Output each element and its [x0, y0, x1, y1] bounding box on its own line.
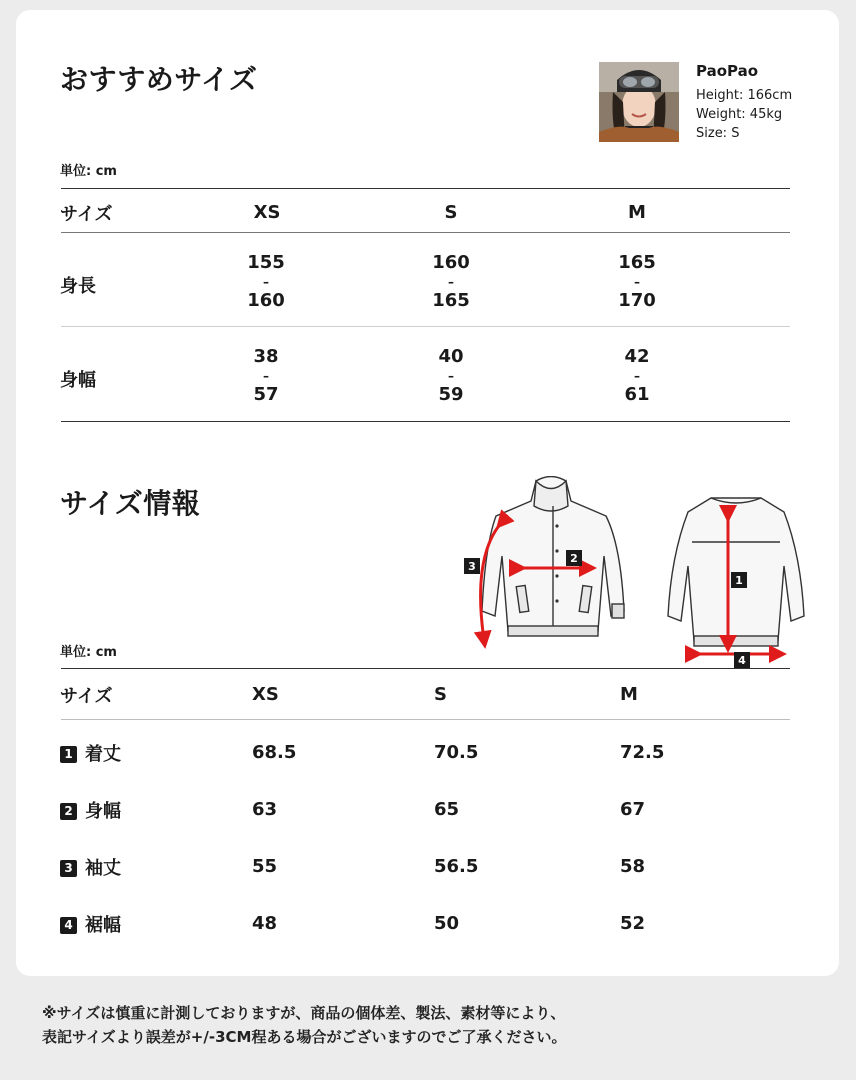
- info-cell: 67: [620, 799, 646, 820]
- diagram-label-3: 3: [468, 560, 476, 573]
- info-header-size: サイズ: [60, 686, 113, 707]
- recommend-header-s: S: [444, 202, 458, 223]
- recommend-unit: 単位: cm: [60, 164, 117, 179]
- info-cell: 63: [252, 799, 278, 820]
- recommend-row-label: 身長: [60, 276, 96, 297]
- info-cell: 70.5: [434, 742, 479, 763]
- recommend-cell: 160 – 165: [432, 252, 470, 311]
- info-cell: 65: [434, 799, 460, 820]
- info-header-s: S: [434, 684, 447, 705]
- badge-3: 3: [60, 860, 77, 877]
- badge-2: 2: [60, 803, 77, 820]
- table-rule: [61, 188, 790, 189]
- info-cell: 50: [434, 913, 460, 934]
- info-cell: 48: [252, 913, 278, 934]
- badge-1: 1: [60, 746, 77, 763]
- badge-4: 4: [60, 917, 77, 934]
- info-row-label: 4 裾幅: [60, 911, 121, 937]
- recommend-cell: 165 – 170: [618, 252, 656, 311]
- diagram-label-1: 1: [735, 574, 743, 587]
- recommend-cell: 38 – 57: [253, 346, 279, 405]
- info-row-label: 3 袖丈: [60, 854, 121, 880]
- info-cell: 58: [620, 856, 646, 877]
- recommend-cell: 42 – 61: [624, 346, 650, 405]
- footnote-line-1: ※サイズは慎重に計測しておりますが、商品の個体差、製法、素材等により、: [42, 1004, 566, 1022]
- table-rule: [61, 326, 790, 327]
- recommend-cell: 40 – 59: [438, 346, 464, 405]
- table-rule: [61, 719, 790, 720]
- recommend-cell: 155 – 160: [247, 252, 285, 311]
- table-rule: [61, 668, 790, 669]
- model-name: PaoPao: [696, 62, 759, 80]
- info-unit: 単位: cm: [60, 645, 117, 660]
- model-weight: Weight: 45kg: [696, 107, 783, 122]
- info-cell: 55: [252, 856, 278, 877]
- info-header-m: M: [620, 684, 638, 705]
- recommend-title: おすすめサイズ: [60, 63, 258, 96]
- recommend-header-m: M: [628, 202, 646, 223]
- recommend-header-size: サイズ: [60, 204, 113, 225]
- info-header-xs: XS: [252, 684, 279, 705]
- recommend-row-label: 身幅: [60, 370, 96, 391]
- info-cell: 68.5: [252, 742, 297, 763]
- size-card: [16, 10, 839, 976]
- table-rule: [61, 232, 790, 233]
- recommend-header-xs: XS: [253, 202, 281, 223]
- jacket-diagram: [436, 476, 816, 676]
- diagram-label-4: 4: [738, 654, 746, 667]
- diagram-label-2: 2: [570, 552, 578, 565]
- info-row-label: 2 身幅: [60, 797, 121, 823]
- model-height: Height: 166cm: [696, 88, 793, 103]
- info-cell: 72.5: [620, 742, 665, 763]
- info-row-label: 1 着丈: [60, 740, 121, 766]
- model-photo: [599, 62, 679, 142]
- info-cell: 56.5: [434, 856, 479, 877]
- model-size: Size: S: [696, 126, 740, 141]
- info-title: サイズ情報: [60, 487, 201, 520]
- table-rule: [61, 421, 790, 422]
- info-cell: 52: [620, 913, 646, 934]
- footnote-line-2: 表記サイズより誤差が+/-3CM程ある場合がございますのでご了承ください。: [42, 1028, 567, 1046]
